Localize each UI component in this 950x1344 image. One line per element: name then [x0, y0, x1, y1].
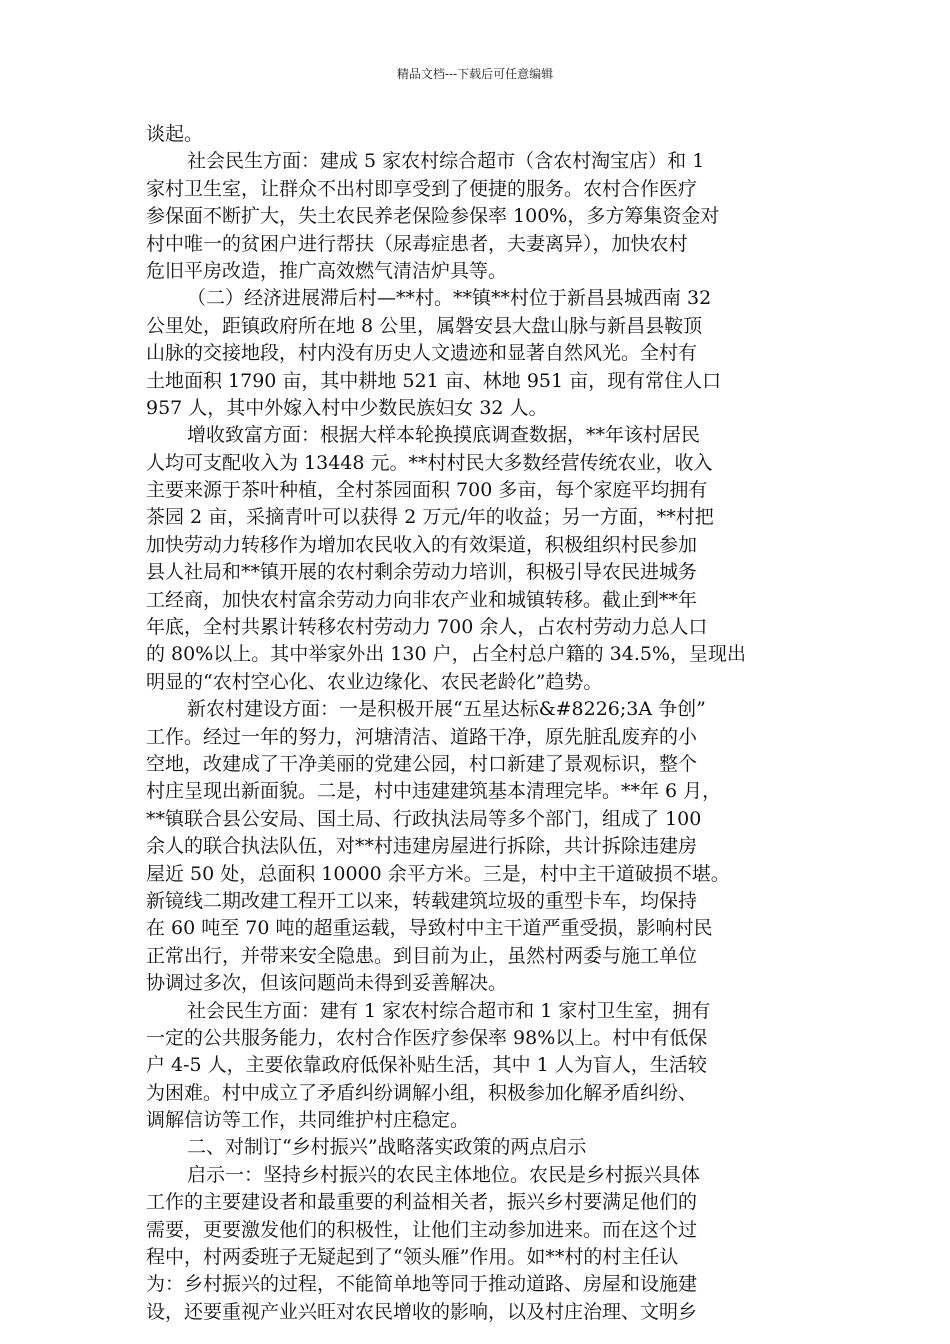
text-line: 的 80%以上。其中举家外出 130 户，占全村总户籍的 34.5%，呈现出 — [146, 643, 747, 666]
document-body — [146, 121, 810, 1326]
text-line: 危旧平房改造，推广高效燃气清洁炉具等。 — [146, 259, 508, 282]
text-line: 为困难。村中成立了矛盾纠纷调解小组，积极参加化解矛盾纠纷、 — [146, 1081, 698, 1104]
text-line: 新镜线二期改建工程开工以来，转载建筑垃圾的重型卡车，均保持 — [146, 889, 698, 912]
text-line: 参保面不断扩大，失土农民养老保险参保率 100%，多方筹集资金对 — [146, 205, 720, 228]
page-header: 精品文档---下载后可任意编辑 — [396, 67, 554, 81]
text-line: 土地面积 1790 亩，其中耕地 521 亩、林地 951 亩，现有常住人口 — [146, 369, 722, 392]
text-line: 社会民生方面：建成 5 家农村综合超市（含农村淘宝店）和 1 — [187, 150, 705, 173]
text-line: 957 人，其中外嫁入村中少数民族妇女 32 人。 — [146, 396, 548, 419]
text-line: 正常出行，并带来安全隐患。到目前为止，虽然村两委与施工单位 — [146, 944, 698, 967]
text-line: 村中唯一的贫困户进行帮扶（尿毒症患者，夫妻离异），加快农村 — [146, 232, 688, 255]
text-line: 为：乡村振兴的过程，不能简单地等同于推动道路、房屋和设施建 — [146, 1273, 698, 1296]
text-line: 人均可支配收入为 13448 元。**村村民大多数经营传统农业，收入 — [146, 451, 713, 474]
text-line: 明显的“农村空心化、农业边缘化、农民老龄化”趋势。 — [146, 670, 603, 693]
text-line: 二、对制订“乡村振兴”战略落实政策的两点启示 — [187, 1136, 587, 1159]
text-line: 在 60 吨至 70 吨的超重运载，导致村中主干道严重受损，影响村民 — [146, 917, 713, 940]
text-line: 空地，改建成了干净美丽的党建公园，村口新建了景观标识，整个 — [146, 752, 698, 775]
text-line: 加快劳动力转移作为增加农民收入的有效渠道，积极组织村民参加 — [146, 533, 698, 556]
text-line: 设，还要重视产业兴旺对农民增收的影响，以及村庄治理、文明乡 — [146, 1300, 698, 1323]
text-line: （二）经济进展滞后村—**村。**镇**村位于新昌县城西南 32 — [187, 287, 712, 310]
text-line: 启示一：坚持乡村振兴的农民主体地位。农民是乡村振兴具体 — [187, 1163, 701, 1186]
text-line: 户 4-5 人，主要依靠政府低保补贴生活，其中 1 人为盲人，生活较 — [146, 1054, 707, 1077]
text-line: 村庄呈现出新面貌。二是，村中违建建筑基本清理完毕。**年 6 月， — [146, 780, 722, 803]
text-line: 主要来源于茶叶种植，全村茶园面积 700 多亩，每个家庭平均拥有 — [146, 479, 708, 502]
text-line: 增收致富方面：根据大样本轮换摸底调查数据，**年该村居民 — [187, 424, 701, 447]
text-line: 屋近 50 处，总面积 10000 余平方米。三是，村中主干道破损不堪。 — [146, 862, 730, 885]
text-line: 公里处，距镇政府所在地 8 公里，属磐安县大盘山脉与新昌县鞍顶 — [146, 314, 703, 337]
text-line: 工作。经过一年的努力，河塘清洁、道路干净，原先脏乱废弃的小 — [146, 725, 698, 748]
text-line: 协调过多次，但该问题尚未得到妥善解决。 — [146, 972, 508, 995]
text-line: 年底，全村共累计转移农村劳动力 700 余人，占农村劳动力总人口 — [146, 616, 708, 639]
text-line: 调解信访等工作，共同维护村庄稳定。 — [146, 1109, 470, 1132]
text-line: 一定的公共服务能力，农村合作医疗参保率 98%以上。村中有低保 — [146, 1026, 708, 1049]
text-line: 县人社局和**镇开展的农村剩余劳动力培训，积极引导农民进城务 — [146, 561, 698, 584]
text-line: 工作的主要建设者和最重要的利益相关者，振兴乡村要满足他们的 — [146, 1191, 698, 1214]
text-line: 茶园 2 亩，采摘青叶可以获得 2 万元/年的收益；另一方面，**村把 — [146, 506, 714, 529]
text-line: 需要，更要激发他们的积极性，让他们主动参加进来。而在这个过 — [146, 1218, 698, 1241]
text-line: **镇联合县公安局、国土局、行政执法局等多个部门，组成了 100 — [146, 807, 702, 830]
text-line: 余人的联合执法队伍，对**村违建房屋进行拆除，共计拆除违建房 — [146, 835, 698, 858]
text-line: 家村卫生室，让群众不出村即享受到了便捷的服务。农村合作医疗 — [146, 177, 698, 200]
text-line: 谈起。 — [146, 123, 204, 145]
text-line: 程中，村两委班子无疑起到了“领头雁”作用。如**村的村主任认 — [146, 1246, 679, 1269]
text-line: 社会民生方面：建有 1 家农村综合超市和 1 家村卫生室，拥有 — [187, 999, 711, 1022]
text-line: 山脉的交接地段，村内没有历史人文遗迹和显著自然风光。全村有 — [146, 342, 698, 365]
text-line: 新农村建设方面：一是积极开展“五星达标&#8226;3A 争创” — [187, 698, 706, 721]
text-line: 工经商，加快农村富余劳动力向非农产业和城镇转移。截止到**年 — [146, 588, 698, 611]
